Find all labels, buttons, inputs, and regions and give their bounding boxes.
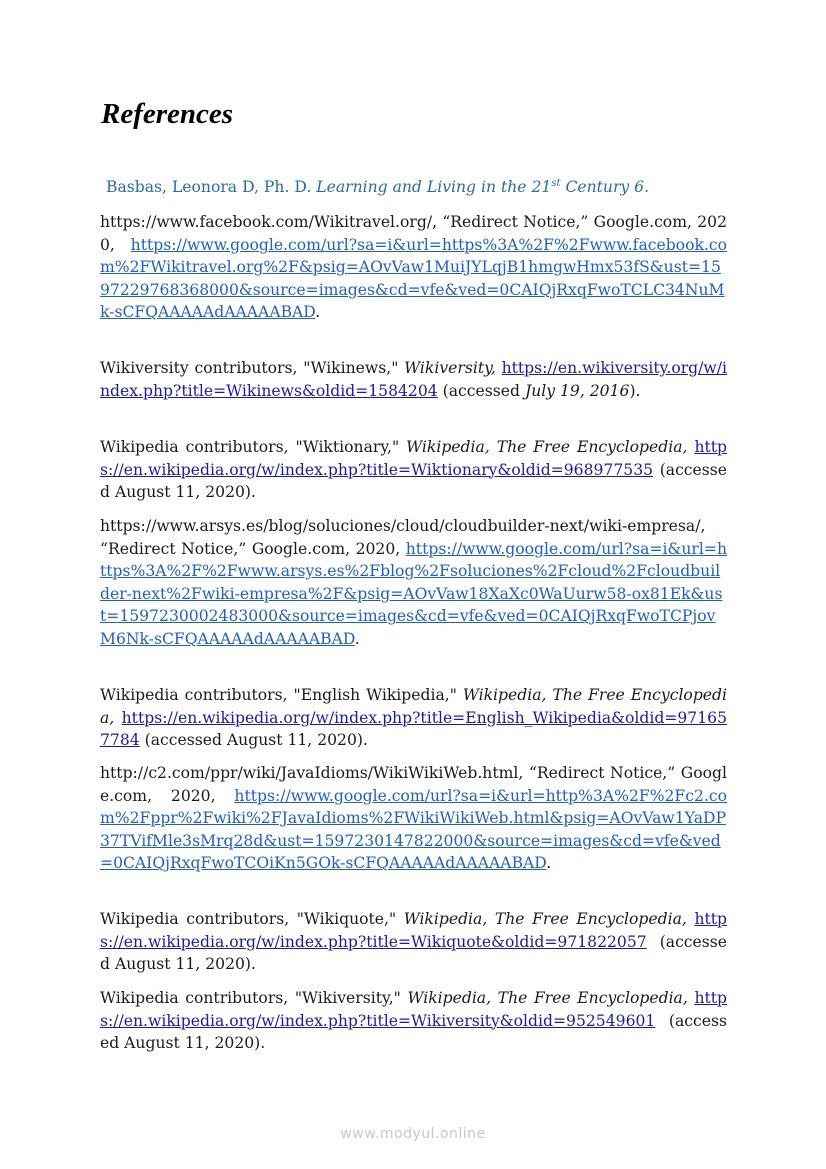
reference-link[interactable]: https://www.google.com/url?sa=i&url=https%3A%2F%2Fwww.arsys.es%2Fblog%2Fsoluciones%2Fcloud%2Fcloudbuilder-next%2Fwiki-empresa%2F&psig=AOvVaw18XaXc0WaUurw58-ox81Ek&ust=1597230002483000&source=images&cd=vfe&ved=0CAIQjRxqFwoTCPjovM6Nk-sCFQAAAAAdAAAAABAD	[100, 539, 727, 648]
reference-text: https://www.facebook.com/Wikitravel.org/, “Redirect Notice,” Google.com, 2020,	[100, 213, 727, 254]
reference-link[interactable]: https://www.google.com/url?sa=i&url=https%3A%2F%2Fwww.facebook.com%2FWikitravel.org%2F&psig=AOvVaw1MuiJYLqjB1hmgwHmx53fS&ust=1597229768368000&source=images&cd=vfe&ved=0CAIQjRxqFwoTCLC34NuMk-sCFQAAAAAdAAAAABAD	[100, 235, 727, 322]
reference-c2-wikiwikiweb: http://c2.com/ppr/wiki/JavaIdioms/WikiWikiWeb.html, “Redirect Notice,” Google.com, 2020, https://www.google.com/url?sa=i&url=http%3A%2F%2Fc2.com%2Fppr%2Fwiki%2FJavaIdioms%2FWikiWikiWeb.html&psig=AOvVaw1YaDP37TVifMle3sMrq28d&ust=1597230147822000&source=images&cd=vfe&ved=0CAIQjRxqFwoTCOiKn5GOk-sCFQAAAAAdAAAAABAD.	[100, 764, 727, 873]
watermark-footer: www.modyul.online	[340, 1126, 486, 1142]
reference-link[interactable]: https://en.wikipedia.org/w/index.php?title=Wikiquote&oldid=971822057	[100, 910, 727, 951]
reference-link[interactable]: https://en.wikipedia.org/w/index.php?title=Wikiversity&oldid=952549601	[100, 989, 727, 1030]
reference-text: https://www.arsys.es/blog/soluciones/cloud/cloudbuilder-next/wiki-empresa/, “Redirect Notice,” Google.com, 2020,	[100, 517, 706, 558]
page-title: References	[101, 98, 234, 130]
reference-text: http://c2.com/ppr/wiki/JavaIdioms/WikiWikiWeb.html, “Redirect Notice,” Google.com, 2020,	[100, 764, 727, 805]
reference-link[interactable]: https://en.wikipedia.org/w/index.php?title=Wiktionary&oldid=968977535	[100, 438, 727, 479]
reference-wikiversity: Wikipedia contributors, "Wikiversity," Wikipedia, The Free Encyclopedia, https://en.wikipedia.org/w/index.php?title=Wikiversity&oldid=952549601 (accessed August 11, 2020).	[100, 989, 727, 1053]
basbas-book-title: Learning and Living in the 21st Century 6.	[316, 178, 650, 197]
reference-link[interactable]: https://en.wikiversity.org/w/index.php?title=Wikinews&oldid=1584204	[100, 359, 727, 400]
reference-wikiquote: Wikipedia contributors, "Wikiquote," Wikipedia, The Free Encyclopedia, https://en.wikipedia.org/w/index.php?title=Wikiquote&oldid=971822057 (accessed August 11, 2020).	[100, 910, 727, 974]
reference-link[interactable]: https://www.google.com/url?sa=i&url=http%3A%2F%2Fc2.com%2Fppr%2Fwiki%2FJavaIdioms%2FWikiWikiWeb.html&psig=AOvVaw1YaDP37TVifMle3sMrq28d&ust=1597230147822000&source=images&cd=vfe&ved=0CAIQjRxqFwoTCOiKn5GOk-sCFQAAAAAdAAAAABAD	[100, 786, 727, 873]
reference-facebook-wikitravel: https://www.facebook.com/Wikitravel.org/, “Redirect Notice,” Google.com, 2020, https://www.google.com/url?sa=i&url=https%3A%2F%2Fwww.facebook.com%2FWikitravel.org%2F&psig=AOvVaw1MuiJYLqjB1hmgwHmx53fS&ust=1597229768368000&source=images&cd=vfe&ved=0CAIQjRxqFwoTCLC34NuMk-sCFQAAAAAdAAAAABAD.	[100, 213, 727, 322]
basbas-author: Basbas, Leonora D, Ph. D.	[106, 178, 312, 197]
reference-wikinews: Wikiversity contributors, "Wikinews," Wikiversity, https://en.wikiversity.org/w/index.php?title=Wikinews&oldid=1584204 (accessed July 19, 2016).	[100, 359, 727, 400]
reference-arsys-wiki-empresa: https://www.arsys.es/blog/soluciones/cloud/cloudbuilder-next/wiki-empresa/, “Redirect Notice,” Google.com, 2020, https://www.google.com/url?sa=i&url=https%3A%2F%2Fwww.arsys.es%2Fblog%2Fsoluciones%2Fcloud%2Fcloudbuilder-next%2Fwiki-empresa%2F&psig=AOvVaw18XaXc0WaUurw58-ox81Ek&ust=1597230002483000&source=images&cd=vfe&ved=0CAIQjRxqFwoTCPjovM6Nk-sCFQAAAAAdAAAAABAD.	[100, 517, 727, 648]
reference-english-wikipedia: Wikipedia contributors, "English Wikipedia," Wikipedia, The Free Encyclopedia, https://en.wikipedia.org/w/index.php?title=English_Wikipedia&oldid=971657784 (accessed August 11, 2020).	[100, 686, 727, 750]
reference-wiktionary: Wikipedia contributors, "Wiktionary," Wikipedia, The Free Encyclopedia, https://en.wikipedia.org/w/index.php?title=Wiktionary&oldid=968977535 (accessed August 11, 2020).	[100, 438, 727, 502]
reference-link[interactable]: https://en.wikipedia.org/w/index.php?title=English_Wikipedia&oldid=971657784	[100, 708, 727, 750]
reference-basbas	[106, 178, 649, 196]
